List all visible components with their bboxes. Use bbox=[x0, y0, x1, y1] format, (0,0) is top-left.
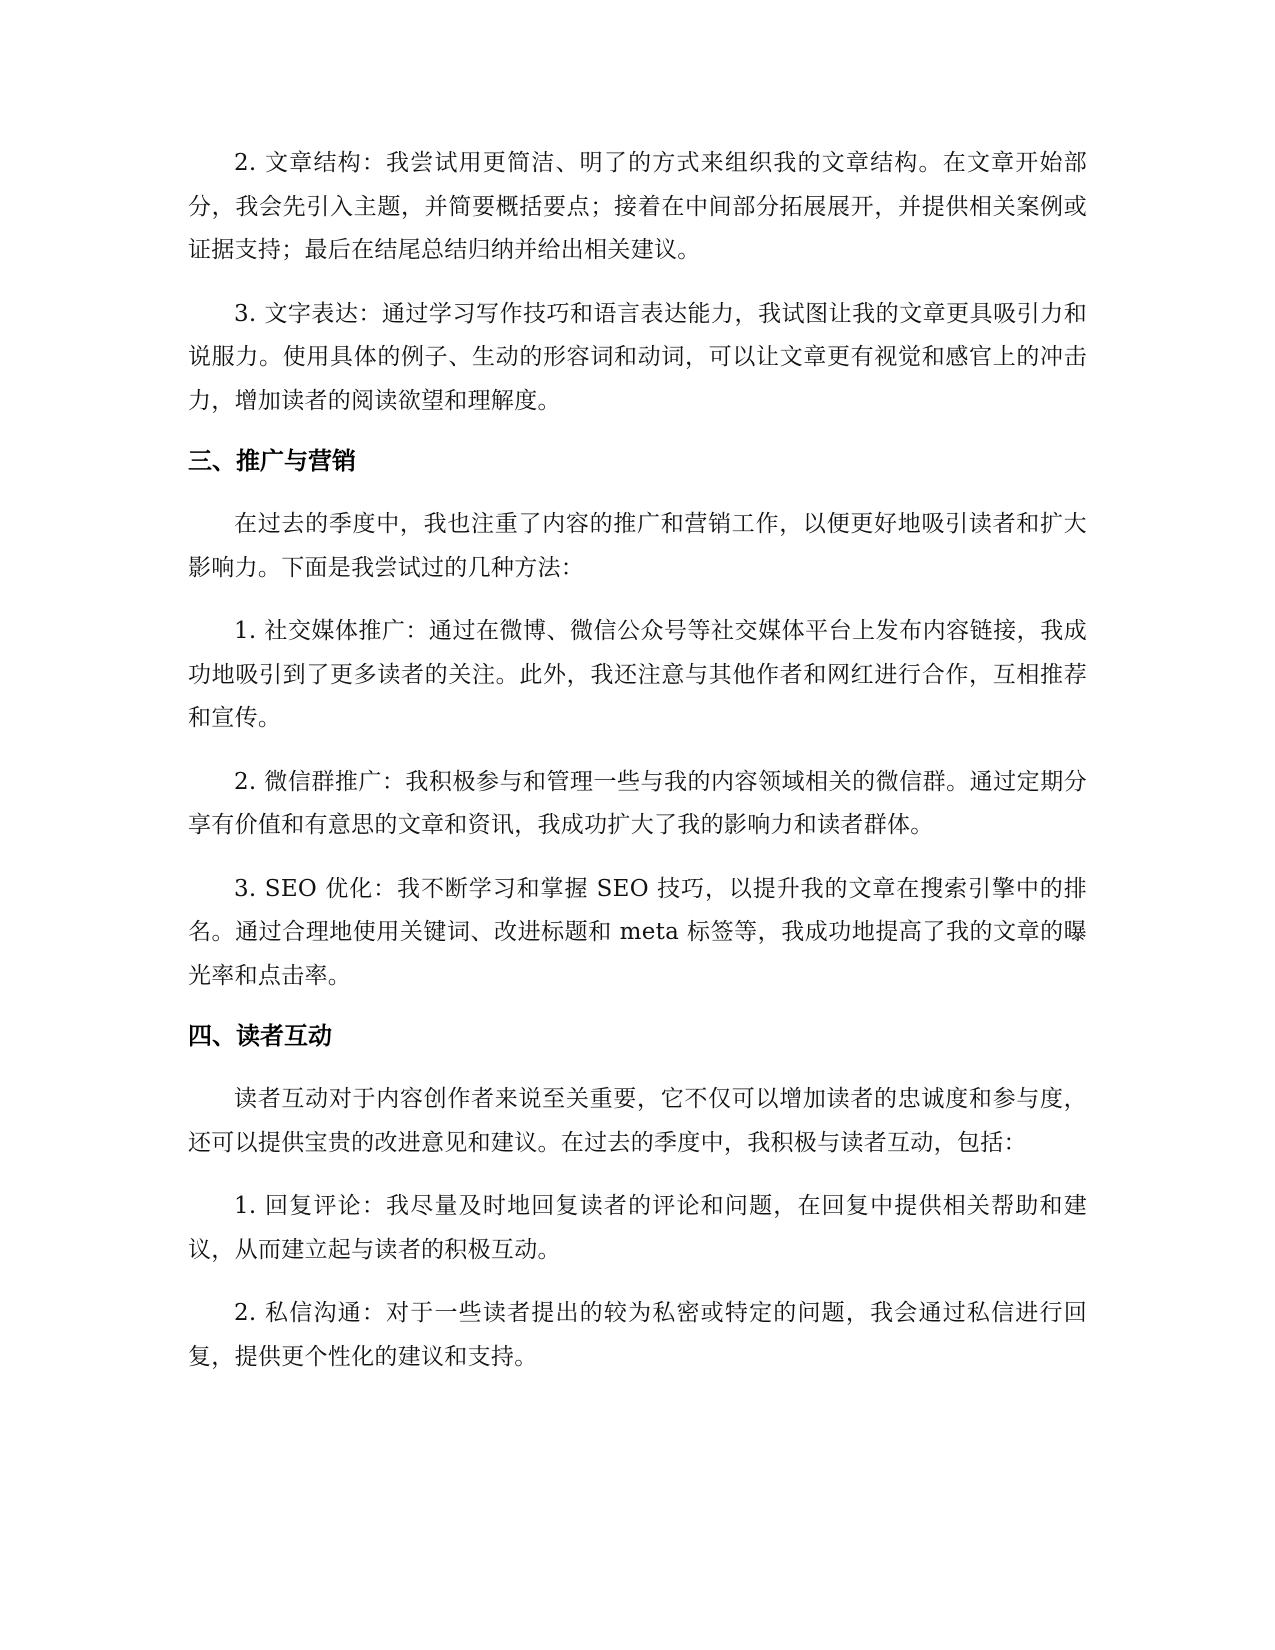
paragraph-social-media: 1. 社交媒体推广：通过在微博、微信公众号等社交媒体平台上发布内容链接，我成功地吸引到了更多读者的关注。此外，我还注意与其他作者和网红进行合作，互相推荐和宣传。 bbox=[188, 618, 1087, 731]
paragraph-seo: 3. SEO 优化：我不断学习和掌握 SEO 技巧，以提升我的文章在搜索引擎中的排名。通过合理地使用关键词、改进标题和 meta 标签等，我成功地提高了我的文章的曝光率和点击率。 bbox=[188, 875, 1087, 989]
paragraph-wechat-groups: 2. 微信群推广：我积极参与和管理一些与我的内容领域相关的微信群。通过定期分享有价值和有意思的文章和资讯，我成功扩大了我的影响力和读者群体。 bbox=[188, 768, 1087, 838]
section-heading-promotion: 三、推广与营销 bbox=[188, 447, 356, 475]
paragraph-article-structure: 2. 文章结构：我尝试用更简洁、明了的方式来组织我的文章结构。在文章开始部分，我会先引入主题，并简要概括要点；接着在中间部分拓展展开，并提供相关案例或证据支持；最后在结尾总结归纳并给出相关建议。 bbox=[188, 150, 1087, 263]
paragraph-promotion-intro: 在过去的季度中，我也注重了内容的推广和营销工作，以便更好地吸引读者和扩大影响力。下面是我尝试过的几种方法： bbox=[188, 511, 1087, 581]
paragraph-private-messages: 2. 私信沟通：对于一些读者提出的较为私密或特定的问题，我会通过私信进行回复，提供更个性化的建议和支持。 bbox=[188, 1300, 1087, 1370]
paragraph-reply-comments: 1. 回复评论：我尽量及时地回复读者的评论和问题，在回复中提供相关帮助和建议，从而建立起与读者的积极互动。 bbox=[188, 1193, 1087, 1263]
section-heading-reader-interaction: 四、读者互动 bbox=[188, 1022, 332, 1050]
paragraph-interaction-intro: 读者互动对于内容创作者来说至关重要，它不仅可以增加读者的忠诚度和参与度，还可以提供宝贵的改进意见和建议。在过去的季度中，我积极与读者互动，包括： bbox=[188, 1086, 1087, 1156]
document-body bbox=[188, 142, 1087, 1399]
paragraph-text-expression: 3. 文字表达：通过学习写作技巧和语言表达能力，我试图让我的文章更具吸引力和说服力。使用具体的例子、生动的形容词和动词，可以让文章更有视觉和感官上的冲击力，增加读者的阅读欲望和理解度。 bbox=[188, 300, 1087, 414]
